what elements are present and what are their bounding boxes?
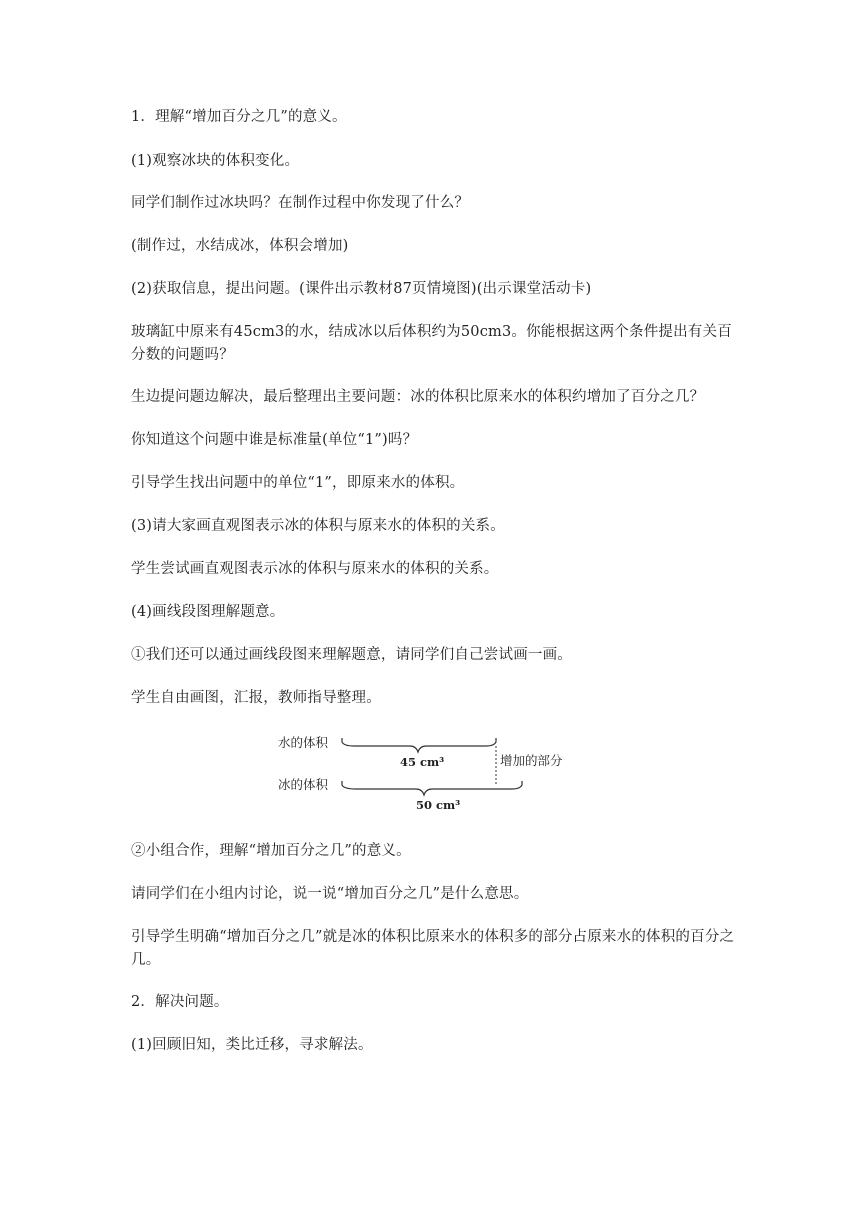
ice-value: 50 cm³ xyxy=(416,798,461,812)
paragraph: (3)请大家画直观图表示冰的体积与原来水的体积的关系。 xyxy=(131,518,505,534)
water-brace xyxy=(342,738,496,752)
paragraph: (1)回顾旧知，类比迁移，寻求解法。 xyxy=(131,1037,373,1053)
paragraph: (1)观察冰块的体积变化。 xyxy=(131,153,300,169)
ice-volume-label: 冰的体积 xyxy=(278,777,329,792)
paragraph: (2)获取信息，提出问题。(课件出示教材87页情境图)(出示课堂活动卡) xyxy=(131,281,592,297)
paragraph: (制作过，水结成冰，体积会增加) xyxy=(131,238,349,254)
line-segment-diagram xyxy=(276,728,586,818)
paragraph: 生边提问题边解决，最后整理出主要问题：冰的体积比原来水的体积约增加了百分之几？ xyxy=(131,389,705,405)
section-heading-1: 1．理解“增加百分之几”的意义。 xyxy=(131,109,347,125)
paragraph: 学生尝试画直观图表示冰的体积与原来水的体积的关系。 xyxy=(131,561,499,577)
paragraph: ①我们还可以通过画线段图来理解题意，请同学们自己尝试画一画。 xyxy=(131,647,572,663)
paragraph: 学生自由画图，汇报，教师指导整理。 xyxy=(131,690,381,706)
section-heading-2: 2．解决问题。 xyxy=(131,994,229,1010)
paragraph: 请同学们在小组内讨论，说一说“增加百分之几”是什么意思。 xyxy=(131,886,529,902)
paragraph: ②小组合作，理解“增加百分之几”的意义。 xyxy=(131,843,411,859)
paragraph: 引导学生找出问题中的单位“1”，即原来水的体积。 xyxy=(131,475,465,491)
water-volume-label: 水的体积 xyxy=(278,735,329,750)
paragraph: 玻璃缸中原来有45cm3的水，结成冰以后体积约为50cm3。你能根据这两个条件提出有关百分数的问题吗？ xyxy=(131,324,732,363)
increase-label: 增加的部分 xyxy=(500,753,563,768)
paragraph: 引导学生明确“增加百分之几”就是冰的体积比原来水的体积多的部分占原来水的体积的百分之几。 xyxy=(131,929,735,968)
water-value: 45 cm³ xyxy=(400,755,445,769)
paragraph: (4)画线段图理解题意。 xyxy=(131,604,285,620)
paragraph: 你知道这个问题中谁是标准量(单位“1”)吗？ xyxy=(131,432,418,448)
paragraph: 同学们制作过冰块吗？在制作过程中你发现了什么？ xyxy=(131,195,470,211)
ice-brace xyxy=(342,781,522,795)
